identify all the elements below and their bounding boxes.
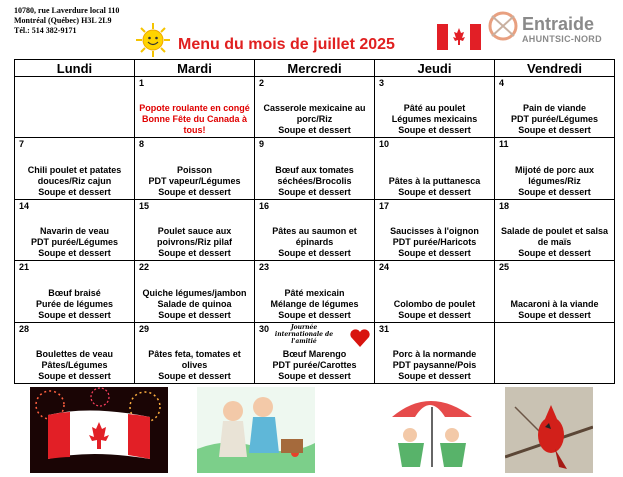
day-number: 25 bbox=[499, 262, 510, 273]
logo-sub: AHUNTSIC-NORD bbox=[522, 34, 602, 44]
meal-line: Saucisses à l'oignon bbox=[390, 226, 479, 237]
week-row bbox=[15, 199, 615, 260]
day-number: 7 bbox=[19, 139, 25, 150]
day-number: 1 bbox=[139, 78, 145, 88]
meal-text bbox=[257, 165, 372, 198]
meal-line: PDT purée/Légumes bbox=[510, 114, 599, 125]
day-cell bbox=[15, 261, 135, 322]
day-number: 18 bbox=[499, 200, 510, 211]
meal-line: Boulettes de veau bbox=[35, 349, 114, 359]
day-number: 9 bbox=[259, 139, 265, 150]
day-number: 21 bbox=[19, 262, 30, 273]
day-cell bbox=[495, 77, 615, 138]
day-cell bbox=[15, 199, 135, 260]
day-number: 11 bbox=[499, 139, 509, 150]
day-number: 4 bbox=[499, 78, 505, 88]
meal-text bbox=[137, 103, 252, 136]
meal-text bbox=[257, 288, 372, 321]
logo-name: Entraide bbox=[522, 14, 595, 34]
day-number: 28 bbox=[19, 323, 30, 334]
meal-line: Soupe et dessert bbox=[38, 309, 111, 320]
day-cell bbox=[135, 138, 255, 199]
day-number: 24 bbox=[379, 262, 390, 273]
meal-line: Soupe et dessert bbox=[38, 248, 111, 259]
meal-line: Macaroni à la viande bbox=[510, 298, 599, 309]
meal-line: Pâtes au saumon et épinards bbox=[272, 226, 357, 248]
address-block bbox=[14, 6, 119, 36]
meal-line: PDT purée/Haricots bbox=[392, 237, 477, 248]
meal-text bbox=[497, 103, 612, 136]
address-line: 10780, rue Laverdure local 110 bbox=[14, 6, 120, 15]
meal-line: Soupe et dessert bbox=[398, 309, 471, 320]
meal-line: Soupe et dessert bbox=[398, 186, 471, 197]
meal-line: Pain de viande bbox=[522, 103, 587, 114]
meal-text bbox=[137, 349, 252, 382]
day-number: 16 bbox=[259, 200, 270, 211]
meal-line: Soupe et dessert bbox=[158, 186, 231, 197]
day-cell bbox=[495, 261, 615, 322]
meal-text bbox=[137, 226, 252, 259]
week-row bbox=[15, 138, 615, 199]
week-row bbox=[15, 77, 615, 138]
day-number: 10 bbox=[379, 139, 390, 150]
day-number: 17 bbox=[379, 200, 390, 211]
day-cell bbox=[375, 77, 495, 138]
day-cell bbox=[375, 322, 495, 383]
meal-line: Soupe et dessert bbox=[38, 371, 111, 381]
day-cell bbox=[375, 261, 495, 322]
day-cell bbox=[255, 322, 375, 383]
meal-text bbox=[377, 226, 492, 259]
day-number: 30 bbox=[259, 323, 270, 334]
phone-line: Tél.: 514 382-9171 bbox=[14, 26, 77, 35]
week-row bbox=[15, 261, 615, 322]
meal-line: PDT purée/Carottes bbox=[272, 360, 357, 370]
meal-line: Pâtes/Légumes bbox=[41, 360, 108, 370]
sun-icon bbox=[135, 22, 171, 58]
day-number: 2 bbox=[259, 78, 265, 88]
meal-line: Poisson bbox=[176, 164, 212, 175]
canada-flag-icon bbox=[437, 24, 481, 50]
day-number: 31 bbox=[379, 323, 390, 334]
day-cell bbox=[255, 138, 375, 199]
meal-line: Soupe et dessert bbox=[278, 309, 351, 320]
meal-line: Mijoté de porc aux légumes/Riz bbox=[514, 164, 594, 186]
meal-line: Soupe et dessert bbox=[38, 186, 111, 197]
meal-text bbox=[17, 165, 132, 198]
day-number: 23 bbox=[259, 262, 270, 273]
day-number: 15 bbox=[139, 200, 150, 211]
meal-line: Soupe et dessert bbox=[398, 371, 471, 381]
meal-line: Soupe et dessert bbox=[278, 125, 351, 136]
meal-line: Salade de quinoa bbox=[157, 298, 232, 309]
meal-line: Purée de légumes bbox=[35, 298, 114, 309]
seniors-gardening bbox=[197, 387, 315, 473]
meal-text bbox=[137, 165, 252, 198]
meal-line: Popote roulante en congé bbox=[139, 103, 250, 114]
weekday-header: Mardi bbox=[135, 60, 255, 77]
entraide-logo bbox=[486, 4, 616, 48]
logo-mark-icon bbox=[486, 6, 520, 46]
meal-line: Navarin de veau bbox=[39, 226, 110, 237]
meal-line: PDT vapeur/Légumes bbox=[148, 175, 241, 186]
meal-text bbox=[137, 288, 252, 321]
day-number: 14 bbox=[19, 200, 30, 211]
meal-text bbox=[377, 103, 492, 136]
day-cell bbox=[495, 138, 615, 199]
meal-line: Quiche légumes/jambon bbox=[142, 287, 247, 298]
meal-text bbox=[377, 349, 492, 382]
menu-calendar bbox=[14, 59, 615, 384]
cardinal-bird bbox=[505, 387, 593, 473]
meal-text bbox=[497, 299, 612, 321]
day-cell bbox=[375, 199, 495, 260]
meal-text bbox=[377, 299, 492, 321]
page-title: Menu du mois de juillet 2025 bbox=[178, 36, 395, 53]
meal-line: Soupe et dessert bbox=[398, 248, 471, 259]
day-number: 29 bbox=[139, 323, 150, 334]
special-day-label: Journée internationale de l'amitié bbox=[274, 323, 334, 345]
weekday-header-row bbox=[15, 60, 615, 77]
meal-line: Bœuf braisé bbox=[48, 287, 101, 298]
meal-line: Légumes mexicains bbox=[391, 114, 478, 125]
weekday-header: Mercredi bbox=[255, 60, 375, 77]
meal-line: Soupe et dessert bbox=[158, 309, 231, 320]
day-cell bbox=[375, 138, 495, 199]
meal-text bbox=[17, 226, 132, 259]
day-cell bbox=[255, 261, 375, 322]
meal-line: Soupe et dessert bbox=[518, 186, 591, 197]
meal-line: Porc à la normande bbox=[392, 349, 477, 359]
day-cell bbox=[135, 77, 255, 138]
meal-line: Soupe et dessert bbox=[158, 248, 231, 259]
meal-line: Pâtes à la puttanesca bbox=[388, 175, 481, 186]
day-cell bbox=[135, 199, 255, 260]
day-cell bbox=[15, 77, 135, 138]
meal-line: Pâté mexicain bbox=[284, 287, 345, 298]
day-cell bbox=[15, 138, 135, 199]
meal-line: Soupe et dessert bbox=[278, 371, 351, 381]
week-row bbox=[15, 322, 615, 383]
weekday-header: Vendredi bbox=[495, 60, 615, 77]
meal-text bbox=[257, 103, 372, 136]
meal-line: Poulet sauce aux poivrons/Riz pilaf bbox=[156, 226, 232, 248]
day-cell bbox=[255, 77, 375, 138]
meal-text bbox=[497, 165, 612, 198]
meal-line: Pâtes feta, tomates et olives bbox=[148, 349, 241, 370]
meal-line: Soupe et dessert bbox=[518, 125, 591, 136]
day-cell bbox=[135, 261, 255, 322]
canada-flag-fireworks bbox=[30, 387, 168, 473]
weekday-header: Jeudi bbox=[375, 60, 495, 77]
meal-text bbox=[17, 349, 132, 382]
meal-line: Salade de poulet et salsa de maïs bbox=[500, 226, 609, 248]
seniors-beach-umbrella bbox=[380, 387, 480, 473]
meal-line: PDT paysanne/Pois bbox=[392, 360, 477, 370]
meal-line: Soupe et dessert bbox=[158, 371, 231, 381]
day-cell bbox=[495, 322, 615, 383]
meal-line: Bonne Fête du Canada à tous! bbox=[141, 114, 248, 136]
meal-line: Chili poulet et patates douces/Riz cajun bbox=[27, 164, 122, 186]
day-cell bbox=[135, 322, 255, 383]
day-number: 22 bbox=[139, 262, 150, 273]
day-cell bbox=[495, 199, 615, 260]
meal-line: Soupe et dessert bbox=[518, 309, 591, 320]
day-number: 8 bbox=[139, 139, 145, 150]
meal-text bbox=[257, 226, 372, 259]
meal-line: Casserole mexicaine au porc/Riz bbox=[263, 103, 366, 125]
meal-line: Soupe et dessert bbox=[518, 248, 591, 259]
day-cell bbox=[15, 322, 135, 383]
weekday-header: Lundi bbox=[15, 60, 135, 77]
day-number: 3 bbox=[379, 78, 385, 88]
meal-line: Soupe et dessert bbox=[278, 248, 351, 259]
heart-icon bbox=[349, 327, 371, 349]
meal-line: PDT purée/Légumes bbox=[30, 237, 119, 248]
meal-line: Soupe et dessert bbox=[398, 125, 471, 136]
day-cell bbox=[255, 199, 375, 260]
meal-line: Mélange de légumes bbox=[270, 298, 359, 309]
meal-text bbox=[17, 288, 132, 321]
meal-line: Pâté au poulet bbox=[403, 103, 466, 114]
meal-line: Colombo de poulet bbox=[393, 298, 476, 309]
meal-text bbox=[377, 176, 492, 198]
meal-line: Bœuf aux tomates séchées/Brocolis bbox=[275, 164, 354, 186]
meal-line: Soupe et dessert bbox=[278, 186, 351, 197]
address-line: Montréal (Québec) H3L 2L9 bbox=[14, 16, 112, 25]
meal-text bbox=[257, 349, 372, 382]
meal-text bbox=[497, 226, 612, 259]
meal-line: Bœuf Marengo bbox=[282, 349, 347, 359]
